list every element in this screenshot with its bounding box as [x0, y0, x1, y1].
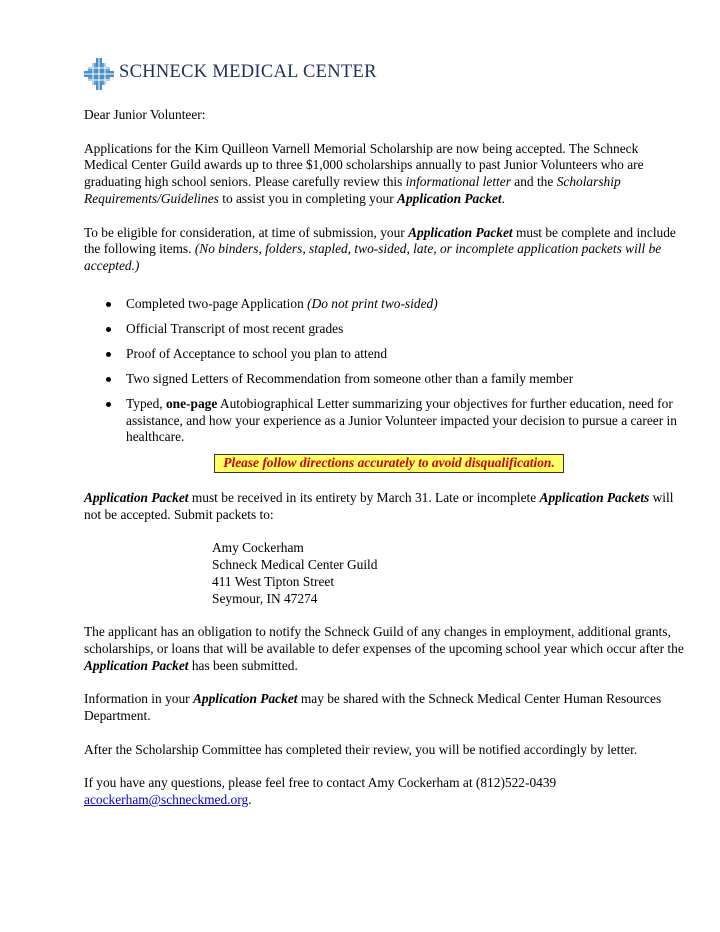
letter-body [84, 107, 684, 809]
logo-wordmark: SCHNECK MEDICAL CENTER [119, 62, 377, 82]
salutation: Dear Junior Volunteer: [84, 107, 206, 122]
obligation-paragraph: The applicant has an obligation to notify the Schneck Guild of any changes in employment, additional grants, scholarships, or loans that will be available to defer expenses of the upcoming school year which occur after the Application Packet has been submitted. [84, 624, 684, 673]
list-item: Proof of Acceptance to school you plan to attend [84, 346, 684, 363]
list-item: Typed, one-page Autobiographical Letter summarizing your objectives for further education, need for assistance, and how your experience as a Junior Volunteer impacted your decision to pursue a career in healthcare. [84, 396, 684, 446]
list-item: Official Transcript of most recent grades [84, 321, 684, 338]
disqualification-notice: Please follow directions accurately to avoid disqualification. [214, 454, 563, 473]
deadline-paragraph: Application Packet must be received in its entirety by March 31. Late or incomplete Application Packets will not be accepted. Submit packets to: [84, 489, 674, 522]
eligibility-paragraph: To be eligible for consideration, at time of submission, your Application Packet must be complete and include the following items. (No binders, folders, stapled, two-sided, late, or incomplete application packets will be accepted.) [84, 224, 676, 274]
notice-container [84, 454, 684, 473]
email-link[interactable]: acockerham@schneckmed.org [84, 792, 249, 808]
address-street: 411 West Tipton Street [212, 573, 335, 589]
address-city: Seymour, IN 47274 [212, 590, 318, 606]
list-item: Two signed Letters of Recommendation from someone other than a family member [84, 371, 684, 388]
schneck-logo [84, 58, 377, 94]
list-item: Completed two-page Application (Do not print two-sided) [84, 296, 684, 313]
contact-paragraph: If you have any questions, please feel free to contact Amy Cockerham at (812)522-0439 acockerham@schneckmed.org. [84, 775, 557, 808]
mailing-address [212, 540, 684, 607]
intro-paragraph: Applications for the Kim Quilleon Varnell Memorial Scholarship are now being accepted. The Schneck Medical Center Guild awards up to three $1,000 scholarships annually to past Junior Volunteers who are graduating high school seniors. Please carefully review this informational letter and the Scholarship Requirements/Guidelines to assist you in completing your Application Packet. [84, 140, 644, 206]
requirements-list [84, 296, 684, 446]
review-paragraph: After the Scholarship Committee has completed their review, you will be notified accordingly by letter. [84, 741, 638, 757]
medical-cross-icon [84, 58, 114, 90]
address-name: Amy Cockerham [212, 540, 304, 556]
address-org: Schneck Medical Center Guild [212, 557, 378, 573]
sharing-paragraph: Information in your Application Packet may be shared with the Schneck Medical Center Human Resources Department. [84, 691, 662, 724]
